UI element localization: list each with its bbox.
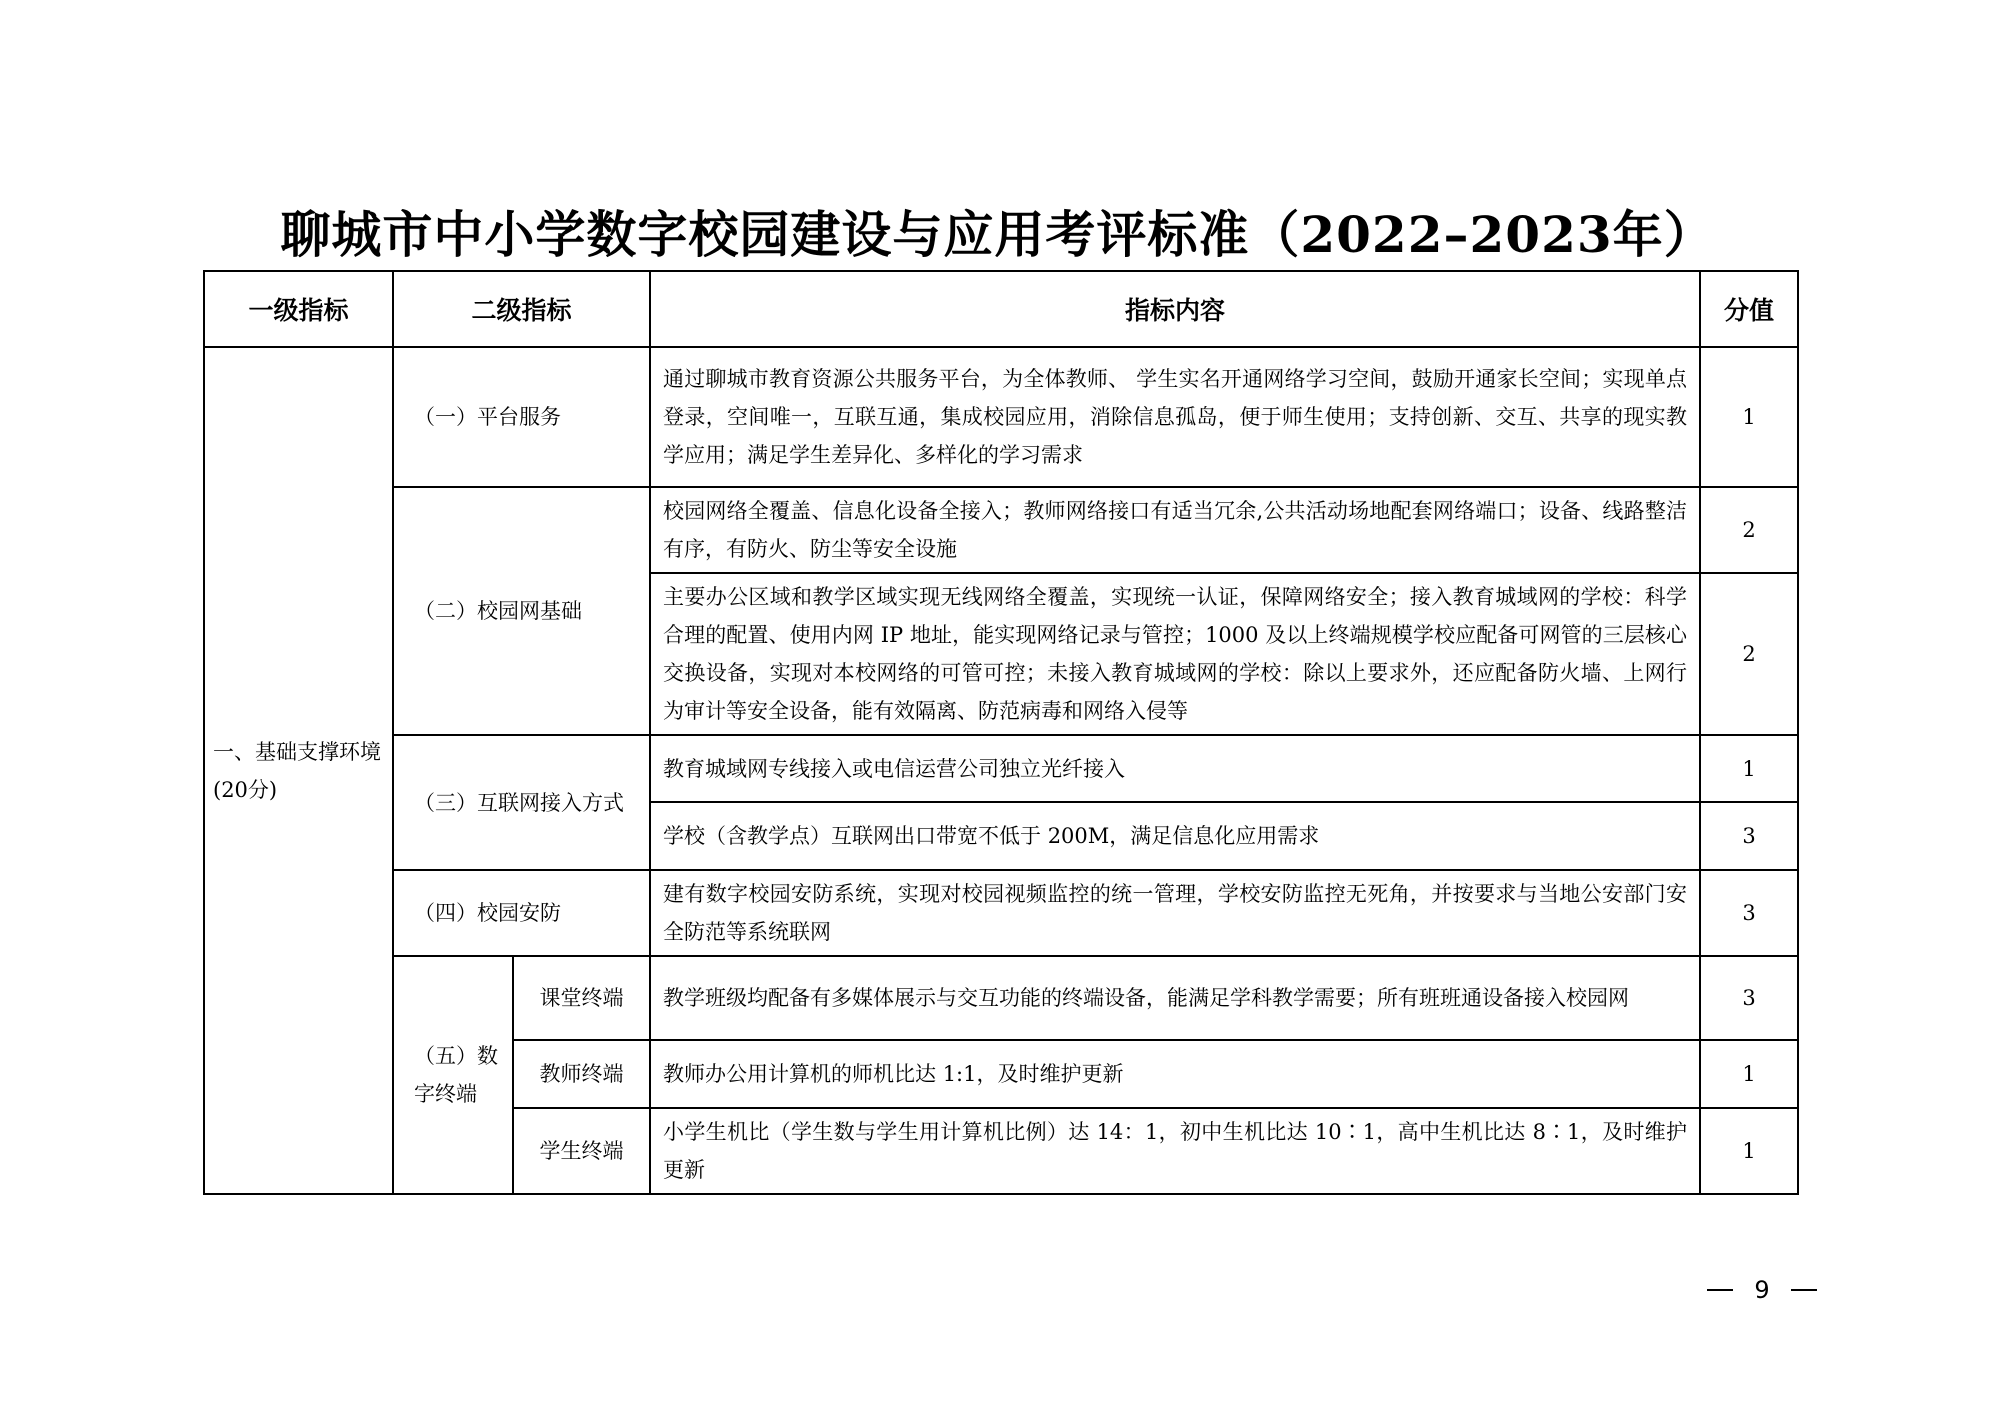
- level1-indicator: 一、基础支撑环境(20分): [204, 347, 393, 1194]
- score-value: 2: [1700, 487, 1798, 573]
- score-value: 3: [1700, 956, 1798, 1040]
- score-value: 3: [1700, 870, 1798, 956]
- table-row: [204, 347, 1798, 487]
- header-level2: 二级指标: [393, 271, 650, 347]
- table-header-row: [204, 271, 1798, 347]
- header-level1: 一级指标: [204, 271, 393, 347]
- page-number-value: 9: [1754, 1276, 1770, 1304]
- level3-indicator: 教师终端: [513, 1040, 650, 1108]
- page-number: [1707, 1270, 1817, 1310]
- indicator-content: 校园网络全覆盖、信息化设备全接入；教师网络接口有适当冗余,公共活动场地配套网络端口；设备、线路整洁有序，有防火、防尘等安全设施: [650, 487, 1700, 573]
- indicator-content: 主要办公区域和教学区域实现无线网络全覆盖，实现统一认证，保障网络安全；接入教育城域网的学校：科学合理的配置、使用内网 IP 地址，能实现网络记录与管控；1000 及以上终端规模学校应配备可网管的三层核心交换设备，实现对本校网络的可管可控；未接入教育城域网的学校：除以上要求外，还应配备防火墙、上网行为审计等安全设备，能有效隔离、防范病毒和网络入侵等: [650, 573, 1700, 735]
- header-score: 分值: [1700, 271, 1798, 347]
- level2-indicator: （五）数字终端: [393, 956, 513, 1194]
- score-value: 3: [1700, 802, 1798, 870]
- page-number-dash-left: [1707, 1289, 1733, 1291]
- score-value: 1: [1700, 735, 1798, 802]
- indicator-content: 建有数字校园安防系统，实现对校园视频监控的统一管理，学校安防监控无死角，并按要求与当地公安部门安全防范等系统联网: [650, 870, 1700, 956]
- indicator-content: 教育城域网专线接入或电信运营公司独立光纤接入: [650, 735, 1700, 802]
- score-value: 1: [1700, 1108, 1798, 1194]
- level2-indicator: （二）校园网基础: [393, 487, 650, 735]
- table-row: [204, 956, 1798, 1040]
- score-value: 2: [1700, 573, 1798, 735]
- level2-indicator: （三）互联网接入方式: [393, 735, 650, 870]
- score-value: 1: [1700, 1040, 1798, 1108]
- level2-indicator: （四）校园安防: [393, 870, 650, 956]
- indicator-content: 教学班级均配备有多媒体展示与交互功能的终端设备，能满足学科教学需要；所有班班通设备接入校园网: [650, 956, 1700, 1040]
- document-title: 聊城市中小学数字校园建设与应用考评标准（2022–2023年）: [280, 205, 1715, 264]
- level3-indicator: 课堂终端: [513, 956, 650, 1040]
- level3-indicator: 学生终端: [513, 1108, 650, 1194]
- indicator-content: 小学生机比（学生数与学生用计算机比例）达 14：1，初中生机比达 10∶1，高中生机比达 8∶1，及时维护更新: [650, 1108, 1700, 1194]
- standards-table: [203, 270, 1799, 1195]
- table-row: [204, 487, 1798, 573]
- level2-indicator: （一）平台服务: [393, 347, 650, 487]
- table-row: [204, 870, 1798, 956]
- indicator-content: 通过聊城市教育资源公共服务平台，为全体教师、 学生实名开通网络学习空间，鼓励开通家长空间；实现单点登录，空间唯一，互联互通，集成校园应用，消除信息孤岛，便于师生使用；支持创新、交互、共享的现实教学应用；满足学生差异化、多样化的学习需求: [650, 347, 1700, 487]
- indicator-content: 学校（含教学点）互联网出口带宽不低于 200M，满足信息化应用需求: [650, 802, 1700, 870]
- indicator-content: 教师办公用计算机的师机比达 1:1，及时维护更新: [650, 1040, 1700, 1108]
- score-value: 1: [1700, 347, 1798, 487]
- header-content: 指标内容: [650, 271, 1700, 347]
- page-number-dash-right: [1791, 1289, 1817, 1291]
- table-row: [204, 735, 1798, 802]
